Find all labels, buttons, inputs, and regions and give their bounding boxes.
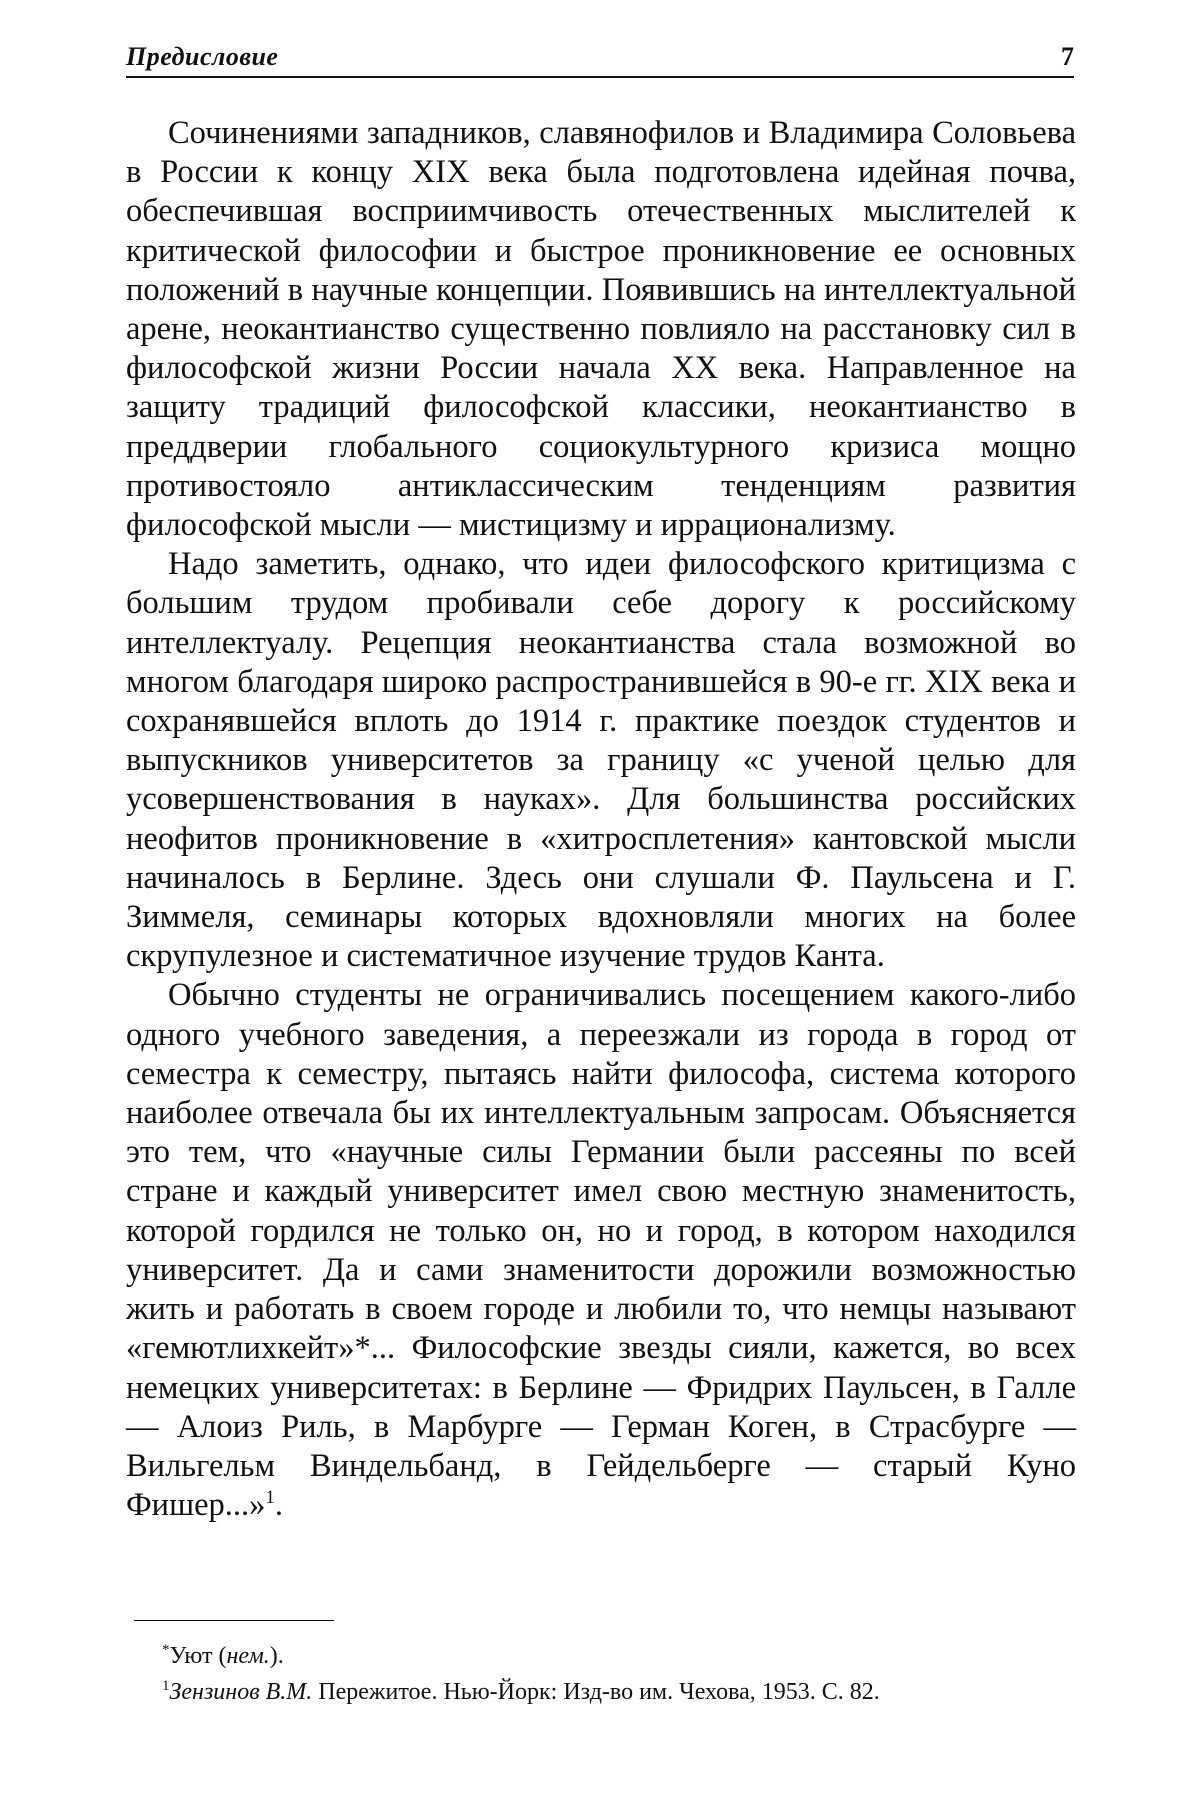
paragraph-3-text: Обычно студенты не ограничивались посещением какого-либо одного учебного заведения, а переезжали из города в город от семестра к семестру, пытаясь найти философа, система которого наиболее отвечала бы их интеллектуальным запросам. Объясняется это тем, что «научные силы Германии были рассеяны по всей стране и каждый университет имел свою местную знаменитость, которой гордился не только он, но и город, в котором находился университет. Да и сами знаменитости дорожили возможностью жить и работать в своем городе и любили то, что немцы называют «гемютлихкейт»*... Философские звезды сияли, кажется, во всех немецких университетах: в Берлине — Фридрих Паульсен, в Галле — Алоиз Риль, в Марбурге — Герман Коген, в Страсбурге — Вильгельм Виндельбанд, в Гейдельберге — старый Куно Фишер...»	[126, 977, 1076, 1524]
footnote-star-mark: *	[162, 1642, 170, 1658]
body-text	[126, 114, 1076, 1525]
footnote-separator	[134, 1620, 334, 1621]
footnote-star-text-before: Уют (	[169, 1643, 227, 1669]
paragraph-2: Надо заметить, однако, что идеи философского критицизма с большим трудом пробивали себе дорогу к российскому интеллектуалу. Рецепция неокантианства стала возможной во многом благодаря широко распространившейся в 90-е гг. XIX века и сохранявшейся вплоть до 1914 г. практике поездок студентов и выпускников университетов за границу «с ученой целью для усовершенствования в науках». Для большинства российских неофитов проникновение в «хитросплетения» кантовской мысли начиналось в Берлине. Здесь они слушали Ф. Паульсена и Г. Зиммеля, семинары которых вдохновляли многих на более скрупулезное и систематичное изучение трудов Канта.	[126, 546, 1076, 975]
footnote-star	[126, 1638, 1076, 1674]
footnotes	[126, 1638, 1076, 1710]
footnote-ref-1[interactable]: 1	[265, 1487, 275, 1509]
footnote-1	[126, 1674, 1076, 1710]
footnote-1-author: Зензинов В.М.	[169, 1679, 313, 1705]
paragraph-3-tail: .	[274, 1487, 284, 1524]
footnote-star-text-after: ).	[269, 1643, 284, 1669]
paragraph-1: Сочинениями западников, славянофилов и Владимира Соловьева в России к концу XIX века была подготовлена идейная почва, обеспечившая восприимчивость отечественных мыслителей к критической философии и быстрое проникновение ее основных положений в научные концепции. Появившись на интеллектуальной арене, неокантианство существенно повлияло на расстановку сил в философской жизни России начала XX века. Направленное на защиту традиций философской классики, неокантианство в преддверии глобального социокультурного кризиса мощно противостояло антиклассическим тенденциям развития философской мысли — мистицизму и иррационализму.	[126, 115, 1076, 544]
footnote-1-text: Пережитое. Нью-Йорк: Изд-во им. Чехова, 1953. С. 82.	[312, 1679, 880, 1705]
running-title: Предисловие	[126, 42, 279, 71]
footnote-1-mark: 1	[162, 1678, 170, 1694]
page-number: 7	[1061, 42, 1074, 71]
paragraph-3	[126, 976, 1076, 1525]
running-head	[126, 38, 1074, 78]
footnote-star-italic: нем.	[226, 1643, 270, 1669]
